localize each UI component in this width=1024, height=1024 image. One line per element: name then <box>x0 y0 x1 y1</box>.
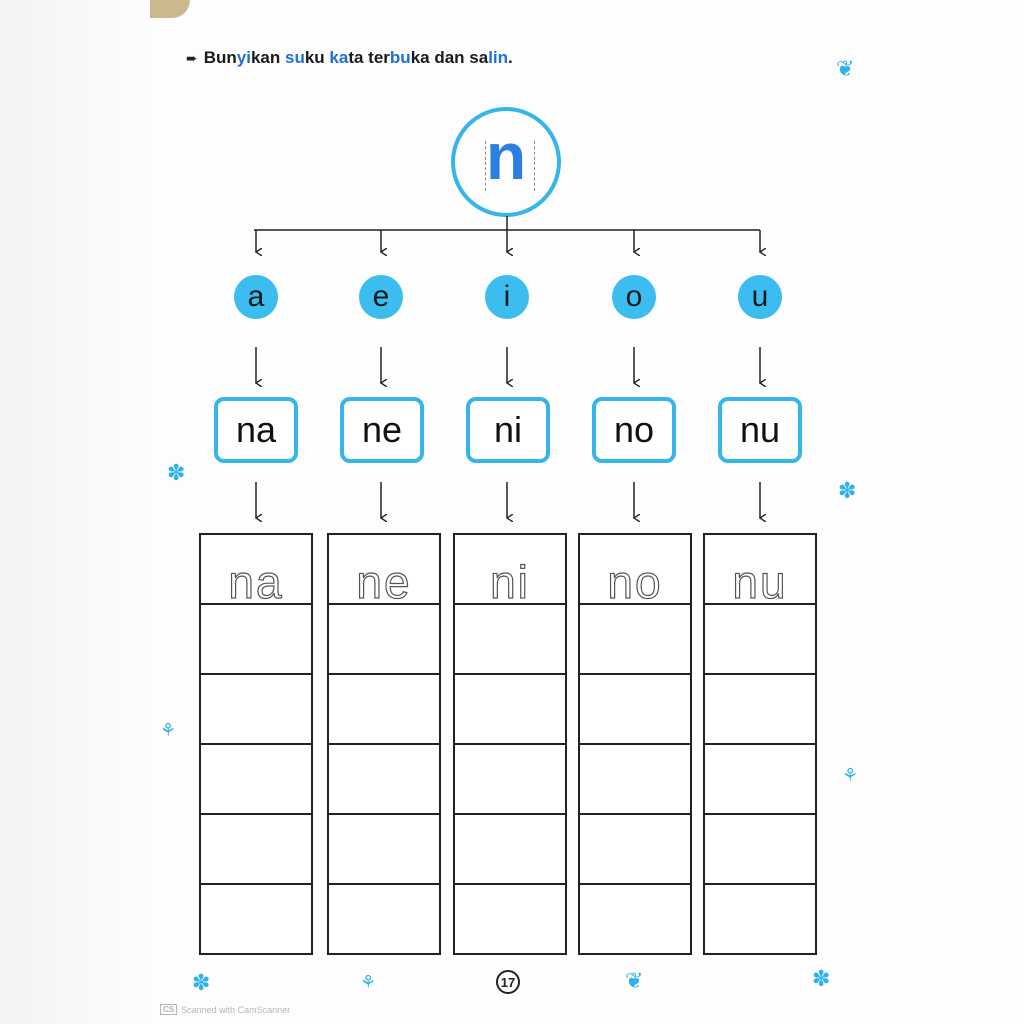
writing-row[interactable] <box>705 815 815 885</box>
writing-row[interactable] <box>705 745 815 815</box>
writing-row[interactable] <box>201 605 311 675</box>
writing-row[interactable] <box>580 675 690 745</box>
trace-row[interactable] <box>455 535 565 608</box>
scanner-logo: CS <box>160 1004 177 1015</box>
scanner-text: Scanned with CamScanner <box>181 1004 291 1015</box>
writing-row[interactable] <box>329 675 439 745</box>
writing-row[interactable] <box>455 815 565 885</box>
trace-text: ne <box>356 556 412 608</box>
writing-row[interactable] <box>201 745 311 815</box>
vowel-circle-o: o <box>612 275 656 319</box>
sprout-decoration-icon: ⚘ <box>842 765 859 785</box>
writing-column-no <box>578 533 692 955</box>
flower-decoration-icon: ✽ <box>192 970 211 995</box>
syllable-box-nu: nu <box>718 397 802 463</box>
trace-row[interactable] <box>580 535 690 608</box>
sprout-decoration-icon: ⚘ <box>360 972 377 992</box>
writing-row[interactable] <box>201 885 311 955</box>
writing-row[interactable] <box>705 605 815 675</box>
writing-column-ni <box>453 533 567 955</box>
instruction-text: Bunyikan suku kata terbuka dan salin. <box>203 48 513 67</box>
syllable-box-ne: ne <box>340 397 424 463</box>
trace-text: ni <box>490 556 530 608</box>
writing-row[interactable] <box>580 815 690 885</box>
writing-row[interactable] <box>329 815 439 885</box>
trace-text: na <box>228 556 284 608</box>
writing-row[interactable] <box>455 675 565 745</box>
writing-column-nu <box>703 533 817 955</box>
writing-row[interactable] <box>201 815 311 885</box>
writing-column-na <box>199 533 313 955</box>
flower-decoration-icon: ✽ <box>838 478 857 503</box>
vowel-circle-a: a <box>234 275 278 319</box>
trace-row[interactable] <box>329 535 439 608</box>
syllable-box-ni: ni <box>466 397 550 463</box>
trace-row[interactable] <box>201 535 311 608</box>
syllable-box-na: na <box>214 397 298 463</box>
flower-decoration-icon: ✽ <box>167 460 186 485</box>
writing-row[interactable] <box>580 745 690 815</box>
writing-row[interactable] <box>455 605 565 675</box>
leaf-decoration-icon: ❦ <box>625 968 644 993</box>
writing-row[interactable] <box>455 885 565 955</box>
vowel-circle-e: e <box>359 275 403 319</box>
writing-row[interactable] <box>705 885 815 955</box>
syllable-box-no: no <box>592 397 676 463</box>
leaf-decoration-icon: ❦ <box>836 56 855 81</box>
vowel-circle-u: u <box>738 275 782 319</box>
main-letter: n <box>485 119 527 193</box>
vowel-circle-i: i <box>485 275 529 319</box>
writing-row[interactable] <box>329 885 439 955</box>
writing-row[interactable] <box>201 675 311 745</box>
writing-column-ne <box>327 533 441 955</box>
writing-row[interactable] <box>329 605 439 675</box>
sprout-decoration-icon: ⚘ <box>160 720 177 740</box>
trace-text: nu <box>732 556 788 608</box>
writing-row[interactable] <box>455 745 565 815</box>
writing-row[interactable] <box>329 745 439 815</box>
writing-row[interactable] <box>705 675 815 745</box>
trace-text: no <box>607 556 663 608</box>
writing-row[interactable] <box>580 885 690 955</box>
flower-decoration-icon: ✽ <box>812 966 831 991</box>
arrow-bullet-icon: ➨ <box>186 49 198 66</box>
scanner-footer <box>160 1004 290 1015</box>
page-number: 17 <box>496 970 520 994</box>
trace-row[interactable] <box>705 535 815 608</box>
writing-row[interactable] <box>580 605 690 675</box>
